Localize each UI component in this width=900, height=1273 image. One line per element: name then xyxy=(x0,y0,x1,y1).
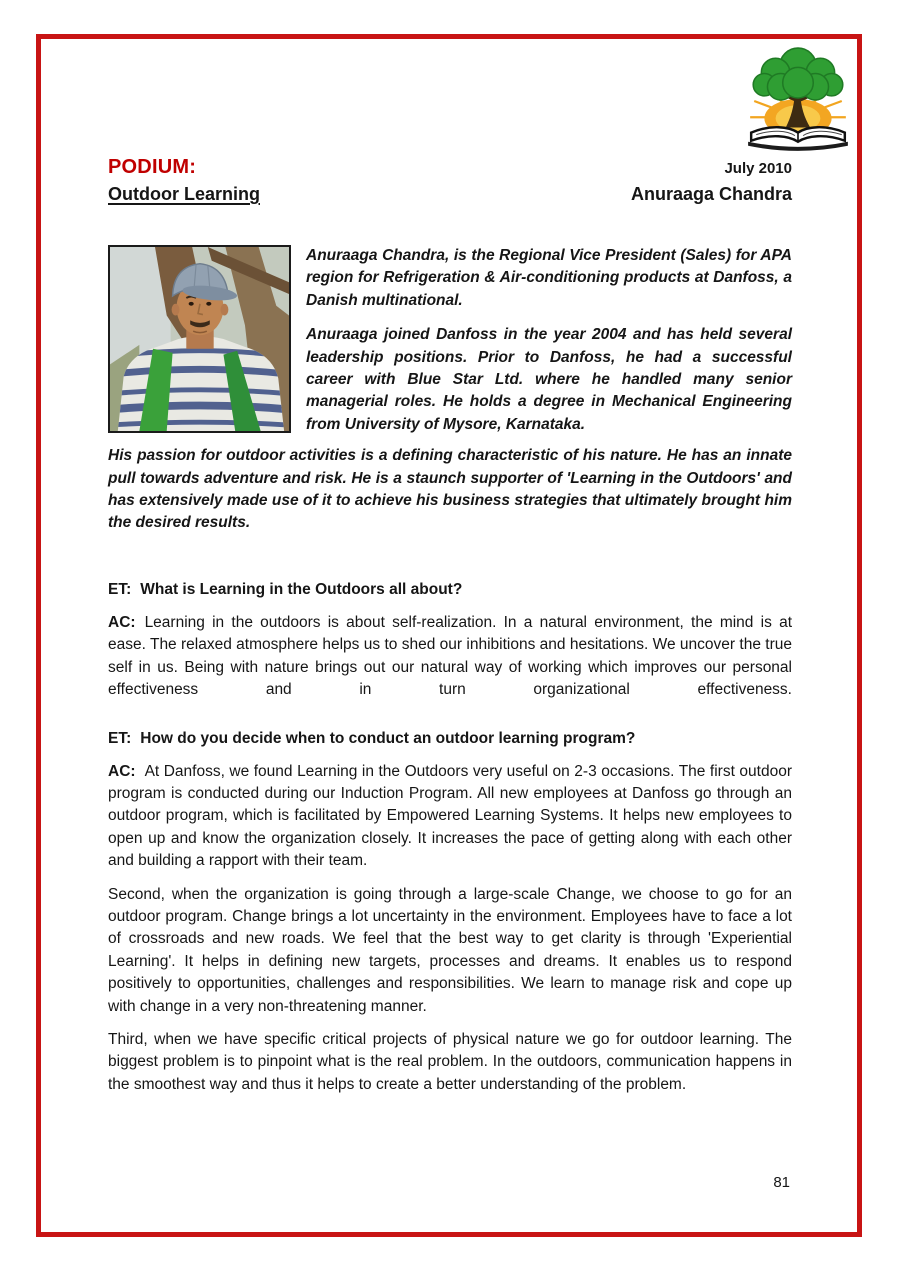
interview-question-2 xyxy=(108,728,792,750)
page-number: 81 xyxy=(773,1174,790,1191)
author-name: Anuraaga Chandra xyxy=(630,184,792,204)
interviewer-initials: ET: xyxy=(108,580,132,598)
bio-section xyxy=(108,245,792,436)
answer-text: Second, when the organization is going through a large-scale Change, we choose to go for an outdoor program. Change brings a lot uncertainty in the environment. Employees have to face a lot of crossroads and new roads. We feel that the best way to get clarity is through 'Experiential Learning'. It helps in defining new targets, processes and dreams. It enables us to respond positively to opportunities, challenges and responsibilities. We learn to manage risk and cope up with change in a very non-threatening manner. xyxy=(108,885,792,1015)
question-text: How do you decide when to conduct an outdoor learning program? xyxy=(140,729,636,747)
interview-answer-1 xyxy=(108,612,792,702)
interview-answer-2c xyxy=(108,1029,792,1096)
question-text: What is Learning in the Outdoors all about? xyxy=(140,580,463,598)
interviewee-initials: AC: xyxy=(108,762,136,780)
section-label: PODIUM: xyxy=(108,156,197,178)
bio-paragraph-2: Anuraaga joined Danfoss in the year 2004 and has held several leadership positions. Prior to Danfoss, he had a successful career with Blue Star Ltd. where he handled many senior managerial roles. He holds a degree in Mechanical Engineering from University of Mysore, Karnataka. xyxy=(306,326,792,433)
article-title: Outdoor Learning xyxy=(108,184,260,204)
issue-date: July 2010 xyxy=(724,160,792,177)
bio-paragraph-3: His passion for outdoor activities is a defining characteristic of his nature. He has an innate pull towards adventure and risk. He is a staunch supporter of 'Learning in the Outdoors' and has extensively made use of it to achieve his business strategies that ultimately brought him the desired results. xyxy=(108,447,792,532)
interviewer-initials: ET: xyxy=(108,729,132,747)
answer-text: Learning in the outdoors is about self-realization. In a natural environment, the mind is at ease. The relaxed atmosphere helps us to shed our inhibitions and hesitations. We uncover the true self in us. Being with nature brings out our natural way of working which improves our personal effectiveness and in turn organizational effectiveness. xyxy=(108,613,792,699)
author-photo xyxy=(108,245,291,433)
bio-paragraph-1: Anuraaga Chandra, is the Regional Vice President (Sales) for APA region for Refrigeration & Air-conditioning products at Danfoss, a Danish multinational. xyxy=(306,247,792,309)
answer-text: At Danfoss, we found Learning in the Outdoors very useful on 2-3 occasions. The first outdoor program is conducted during our Induction Program. All new employees at Danfoss go through an outdoor program, which is facilitated by Empowered Learning Systems. It helps new employees to open up and know the organization closely. It increases the pace of getting along with each other and building a rapport with their team. xyxy=(108,762,792,870)
answer-text: Third, when we have specific critical projects of physical nature we go for outdoor learning. The biggest problem is to pinpoint what is the real problem. In the outdoors, communication happens in the smoothest way and thus it helps to create a better understanding of the problem. xyxy=(108,1030,792,1093)
interview-answer-2b xyxy=(108,884,792,1018)
interviewee-initials: AC: xyxy=(108,613,136,631)
interview-answer-2a xyxy=(108,761,792,873)
interview-question-1 xyxy=(108,579,792,601)
